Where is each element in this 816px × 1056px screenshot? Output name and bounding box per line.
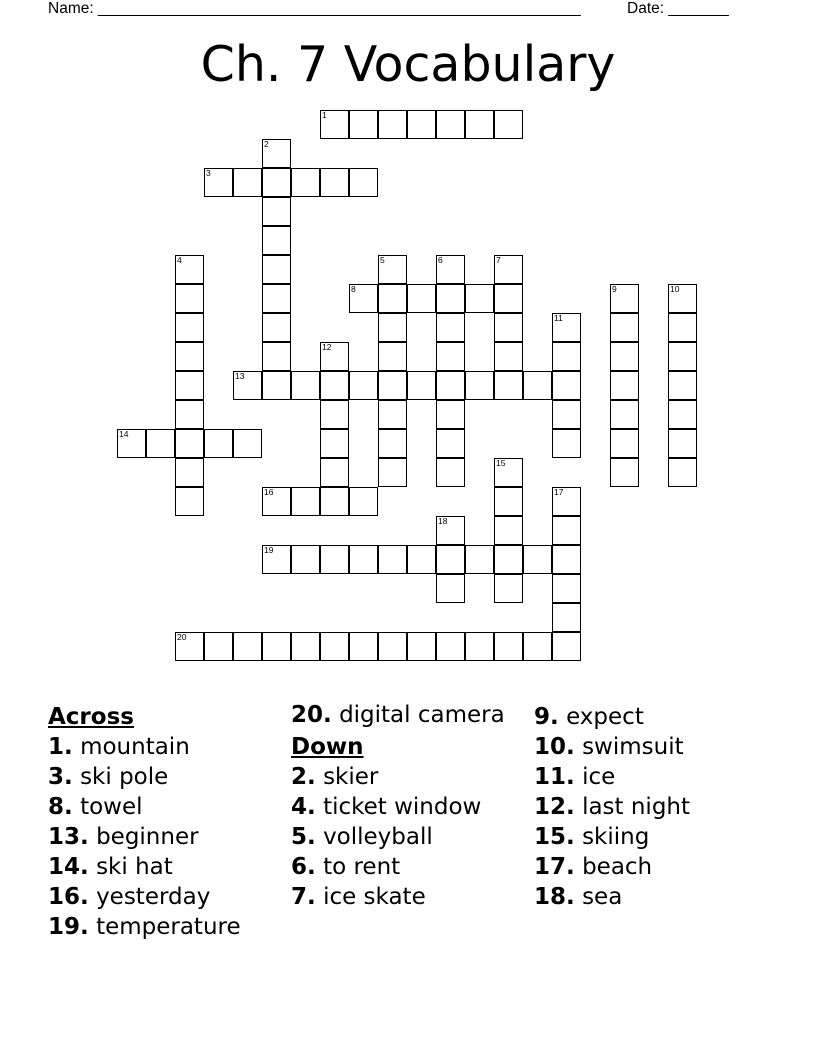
grid-cell[interactable] [610, 400, 639, 429]
grid-cell[interactable] [204, 429, 233, 458]
grid-cell[interactable] [436, 574, 465, 603]
grid-cell[interactable] [320, 545, 349, 574]
grid-cell[interactable] [436, 458, 465, 487]
grid-cell[interactable] [407, 545, 436, 574]
cell-number: 12 [322, 342, 332, 352]
grid-cell[interactable] [320, 110, 349, 139]
grid-cell[interactable] [378, 255, 407, 284]
grid-cell[interactable] [378, 110, 407, 139]
clue-number: 12. [534, 794, 575, 820]
date-field[interactable]: Date: _______ [627, 0, 729, 17]
grid-cell[interactable] [494, 574, 523, 603]
clue-text: digital camera [339, 702, 505, 728]
clue-item [291, 702, 523, 728]
cell-number: 4 [177, 255, 182, 265]
clue-item [291, 792, 523, 822]
grid-cell[interactable] [523, 545, 552, 574]
grid-cell[interactable] [349, 371, 378, 400]
grid-cell[interactable] [204, 632, 233, 661]
grid-cell[interactable] [494, 313, 523, 342]
cell-number: 15 [496, 458, 506, 468]
grid-cell[interactable] [175, 429, 204, 458]
grid-cell[interactable] [494, 284, 523, 313]
cell-number: 18 [438, 516, 448, 526]
grid-cell[interactable] [175, 400, 204, 429]
clue-text: swimsuit [582, 734, 684, 760]
grid-cell[interactable] [668, 313, 697, 342]
grid-cell[interactable] [320, 487, 349, 516]
clue-item [48, 882, 278, 912]
clue-number: 6. [291, 854, 316, 880]
grid-cell[interactable] [494, 458, 523, 487]
clue-number: 16. [48, 884, 89, 910]
clue-item [48, 792, 278, 822]
cell-number: 17 [554, 487, 564, 497]
cell-number: 2 [264, 139, 269, 149]
grid-cell[interactable] [233, 632, 262, 661]
grid-cell[interactable] [668, 371, 697, 400]
clue-number: 20. [291, 702, 332, 728]
grid-cell[interactable] [291, 168, 320, 197]
clue-number: 10. [534, 734, 575, 760]
grid-cell[interactable] [262, 197, 291, 226]
clue-item [48, 732, 278, 762]
grid-cell[interactable] [436, 400, 465, 429]
grid-cell[interactable] [378, 545, 407, 574]
grid-cell[interactable] [378, 284, 407, 313]
grid-cell[interactable] [262, 226, 291, 255]
grid-cell[interactable] [175, 371, 204, 400]
grid-cell[interactable] [349, 545, 378, 574]
clue-item [48, 912, 278, 942]
grid-cell[interactable] [610, 284, 639, 313]
grid-cell[interactable] [494, 632, 523, 661]
cell-number: 11 [554, 313, 563, 323]
clue-text: last night [582, 794, 691, 820]
clue-text: sea [582, 884, 623, 910]
cell-number: 19 [264, 545, 274, 555]
grid-cell[interactable] [668, 429, 697, 458]
grid-cell[interactable] [494, 516, 523, 545]
grid-cell[interactable] [436, 342, 465, 371]
grid-cell[interactable] [291, 487, 320, 516]
clue-number: 3. [48, 764, 73, 790]
grid-cell[interactable] [552, 429, 581, 458]
clue-number: 19. [48, 914, 89, 940]
grid-cell[interactable] [465, 632, 494, 661]
clue-text: ticket window [323, 794, 482, 820]
grid-cell[interactable] [494, 255, 523, 284]
clue-text: skiing [582, 824, 650, 850]
clue-number: 14. [48, 854, 89, 880]
grid-cell[interactable] [320, 429, 349, 458]
grid-cell[interactable] [436, 371, 465, 400]
clue-text: to rent [323, 854, 401, 880]
cell-number: 8 [351, 284, 356, 294]
grid-cell[interactable] [465, 545, 494, 574]
clue-text: ice [582, 764, 616, 790]
grid-cell[interactable] [436, 545, 465, 574]
clue-item [291, 762, 523, 792]
grid-cell[interactable] [233, 168, 262, 197]
cell-number: 5 [380, 255, 385, 265]
grid-cell[interactable] [552, 574, 581, 603]
clue-item [534, 732, 774, 762]
clue-number: 9. [534, 704, 559, 730]
grid-cell[interactable] [349, 487, 378, 516]
grid-cell[interactable] [610, 371, 639, 400]
grid-cell[interactable] [552, 516, 581, 545]
grid-cell[interactable] [610, 429, 639, 458]
clue-item [534, 762, 774, 792]
cell-number: 16 [264, 487, 274, 497]
grid-cell[interactable] [291, 632, 320, 661]
grid-cell[interactable] [552, 400, 581, 429]
grid-cell[interactable] [175, 255, 204, 284]
clue-item [534, 882, 774, 912]
grid-cell[interactable] [262, 545, 291, 574]
grid-cell[interactable] [436, 632, 465, 661]
grid-cell[interactable] [610, 458, 639, 487]
clue-text: expect [566, 704, 644, 730]
clue-text: ice skate [323, 884, 426, 910]
clue-number: 4. [291, 794, 316, 820]
clue-text: mountain [80, 734, 190, 760]
clue-item [48, 852, 278, 882]
down-clue-list-continued [534, 702, 774, 912]
grid-cell[interactable] [523, 371, 552, 400]
grid-cell[interactable] [320, 400, 349, 429]
grid-cell[interactable] [494, 342, 523, 371]
clue-item [291, 822, 523, 852]
across-heading: Across [48, 704, 134, 730]
grid-cell[interactable] [233, 371, 262, 400]
clue-number: 13. [48, 824, 89, 850]
grid-cell[interactable] [552, 632, 581, 661]
clue-number: 1. [48, 734, 73, 760]
grid-cell[interactable] [407, 632, 436, 661]
clue-text: volleyball [323, 824, 433, 850]
grid-cell[interactable] [465, 110, 494, 139]
cell-number: 13 [235, 371, 245, 381]
clues-column-1 [48, 702, 278, 942]
clue-number: 15. [534, 824, 575, 850]
grid-cell[interactable] [552, 545, 581, 574]
cell-number: 1 [322, 110, 327, 120]
grid-cell[interactable] [320, 458, 349, 487]
grid-cell[interactable] [320, 632, 349, 661]
grid-cell[interactable] [291, 371, 320, 400]
grid-cell[interactable] [407, 110, 436, 139]
grid-cell[interactable] [175, 284, 204, 313]
clue-text: yesterday [96, 884, 211, 910]
grid-cell[interactable] [262, 313, 291, 342]
cell-number: 6 [438, 255, 443, 265]
grid-cell[interactable] [552, 371, 581, 400]
grid-cell[interactable] [523, 632, 552, 661]
grid-cell[interactable] [262, 371, 291, 400]
clue-item [534, 822, 774, 852]
grid-cell[interactable] [262, 632, 291, 661]
clue-item [534, 792, 774, 822]
grid-cell[interactable] [465, 371, 494, 400]
grid-cell[interactable] [407, 371, 436, 400]
clue-item [534, 852, 774, 882]
down-clue-list [291, 762, 523, 912]
clue-text: beach [582, 854, 653, 880]
grid-cell[interactable] [494, 371, 523, 400]
clue-number: 5. [291, 824, 316, 850]
clue-text: temperature [96, 914, 241, 940]
clue-text: ski pole [80, 764, 169, 790]
clue-number: 18. [534, 884, 575, 910]
grid-cell[interactable] [494, 545, 523, 574]
name-field[interactable]: Name: ________________________________________________________ [48, 0, 581, 17]
grid-cell[interactable] [320, 168, 349, 197]
grid-cell[interactable] [552, 487, 581, 516]
cell-number: 14 [119, 429, 129, 439]
grid-cell[interactable] [407, 284, 436, 313]
cell-number: 20 [177, 632, 187, 642]
grid-cell[interactable] [610, 313, 639, 342]
grid-cell[interactable] [668, 400, 697, 429]
grid-cell[interactable] [204, 168, 233, 197]
grid-cell[interactable] [349, 632, 378, 661]
grid-cell[interactable] [436, 516, 465, 545]
grid-cell[interactable] [320, 371, 349, 400]
grid-cell[interactable] [175, 458, 204, 487]
grid-cell[interactable] [552, 313, 581, 342]
clues-column-3 [534, 702, 774, 912]
clue-number: 8. [48, 794, 73, 820]
grid-cell[interactable] [175, 487, 204, 516]
grid-cell[interactable] [175, 632, 204, 661]
grid-cell[interactable] [378, 458, 407, 487]
grid-cell[interactable] [349, 110, 378, 139]
clues-column-2 [291, 702, 523, 912]
clue-number: 7. [291, 884, 316, 910]
grid-cell[interactable] [552, 603, 581, 632]
grid-cell[interactable] [262, 255, 291, 284]
clue-item [291, 882, 523, 912]
grid-cell[interactable] [668, 342, 697, 371]
grid-cell[interactable] [262, 139, 291, 168]
clue-item [48, 822, 278, 852]
page-title: Ch. 7 Vocabulary [200, 36, 616, 93]
grid-cell[interactable] [378, 342, 407, 371]
grid-cell[interactable] [378, 313, 407, 342]
grid-cell[interactable] [494, 110, 523, 139]
clue-number: 17. [534, 854, 575, 880]
grid-cell[interactable] [465, 284, 494, 313]
grid-cell[interactable] [378, 371, 407, 400]
grid-cell[interactable] [436, 313, 465, 342]
grid-cell[interactable] [610, 342, 639, 371]
cell-number: 3 [206, 168, 211, 178]
grid-cell[interactable] [378, 632, 407, 661]
grid-cell[interactable] [668, 284, 697, 313]
grid-cell[interactable] [175, 313, 204, 342]
grid-cell[interactable] [552, 342, 581, 371]
clue-text: skier [323, 764, 379, 790]
grid-cell[interactable] [262, 284, 291, 313]
across-clue-list-continued [291, 702, 523, 728]
grid-cell[interactable] [349, 284, 378, 313]
grid-cell[interactable] [291, 545, 320, 574]
grid-cell[interactable] [233, 429, 262, 458]
grid-cell[interactable] [436, 255, 465, 284]
grid-cell[interactable] [436, 429, 465, 458]
clue-text: beginner [96, 824, 199, 850]
grid-cell[interactable] [436, 284, 465, 313]
grid-cell[interactable] [320, 342, 349, 371]
grid-cell[interactable] [262, 487, 291, 516]
grid-cell[interactable] [117, 429, 146, 458]
clue-number: 11. [534, 764, 575, 790]
grid-cell[interactable] [436, 110, 465, 139]
cell-number: 9 [612, 284, 617, 294]
grid-cell[interactable] [378, 400, 407, 429]
grid-cell[interactable] [175, 342, 204, 371]
clue-item [534, 702, 774, 732]
clue-number: 2. [291, 764, 316, 790]
across-clue-list [48, 732, 278, 942]
clue-item [291, 852, 523, 882]
grid-cell[interactable] [494, 487, 523, 516]
grid-cell[interactable] [378, 429, 407, 458]
cell-number: 10 [670, 284, 680, 294]
cell-number: 7 [496, 255, 501, 265]
grid-cell[interactable] [668, 458, 697, 487]
down-heading: Down [291, 734, 364, 760]
grid-cell[interactable] [146, 429, 175, 458]
grid-cell[interactable] [262, 342, 291, 371]
grid-cell[interactable] [262, 168, 291, 197]
clue-text: ski hat [96, 854, 173, 880]
clue-item [48, 762, 278, 792]
grid-cell[interactable] [349, 168, 378, 197]
clue-text: towel [80, 794, 143, 820]
